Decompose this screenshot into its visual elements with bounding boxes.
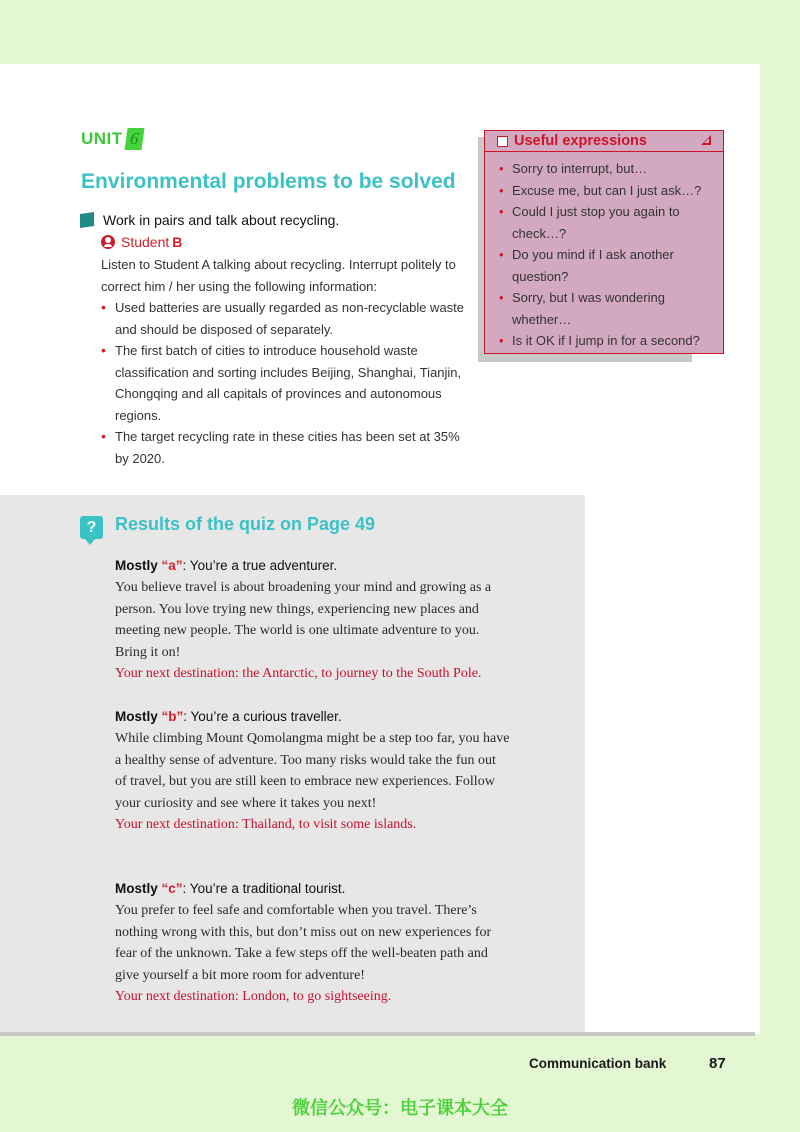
useful-expressions-list: [485, 152, 723, 352]
result-prefix: Mostly: [115, 881, 158, 896]
unit-label: UNIT: [81, 129, 123, 148]
quiz-panel-bottom-rule: [0, 1032, 755, 1036]
footer-section-label: Communication bank: [529, 1056, 667, 1071]
result-destination: Your next destination: Thailand, to visit some islands.: [115, 817, 417, 832]
page-title: Environmental problems to be solved: [81, 170, 456, 193]
unit-heading: [81, 128, 143, 150]
result-heading: [115, 706, 510, 728]
task-bullet: • The target recycling rate in these cities has been set at 35% by 2020.: [115, 426, 470, 469]
book-icon: [80, 212, 94, 228]
result-destination: Your next destination: the Antarctic, to journey to the South Pole.: [115, 666, 482, 681]
result-c: [115, 878, 510, 1008]
task-bullet: • Used batteries are usually regarded as non-recyclable waste and should be disposed of separately.: [115, 297, 470, 340]
task-instruction: Work in pairs and talk about recycling.: [103, 212, 340, 228]
wechat-watermark: 微信公众号：电子课本大全: [292, 1098, 508, 1118]
result-headline: : You’re a true adventurer.: [182, 558, 338, 573]
expression-item: • Is it OK if I jump in for a second?: [512, 330, 713, 352]
quiz-results-title: Results of the quiz on Page 49: [115, 514, 376, 534]
expression-item: • Could I just stop you again to check…?: [512, 201, 713, 244]
question-mark-icon: ?: [80, 516, 103, 539]
expression-item: • Excuse me, but can I just ask…?: [512, 180, 713, 202]
result-letter: “c”: [161, 881, 183, 896]
expression-item: • Do you mind if I ask another question?: [512, 244, 713, 287]
result-a: [115, 555, 510, 685]
result-letter: “b”: [161, 709, 184, 724]
useful-expressions-header: [485, 131, 723, 152]
result-letter: “a”: [161, 558, 183, 573]
page-number: 87: [709, 1055, 726, 1072]
checkbox-square-icon: [497, 136, 508, 147]
task-bullet: • The first batch of cities to introduce household waste classification and sorting includes Beijing, Shanghai, Tianjin, Chongqing and all capitals of provinces and autonomous regions.: [115, 340, 470, 426]
result-description: You prefer to feel safe and comfortable when you travel. There’s nothing wrong with this, but don’t miss out on new experiences for fear of the unknown. Take a few steps off the well-beaten path and give yourself a bit more room for adventure!: [115, 903, 492, 983]
task-intro: Listen to Student A talking about recycling. Interrupt politely to correct him / her using the following information:: [101, 257, 456, 294]
result-prefix: Mostly: [115, 709, 158, 724]
student-letter: B: [172, 234, 183, 250]
result-destination: Your next destination: London, to go sightseeing.: [115, 989, 392, 1004]
result-heading: [115, 555, 510, 577]
task-heading: [80, 212, 470, 228]
result-description: You believe travel is about broadening your mind and growing as a person. You love trying new things, experiencing new places and meeting new people. The world is one ultimate adventure to you. Bring it on!: [115, 580, 492, 660]
unit-number-badge: 6: [124, 128, 144, 150]
person-icon: [101, 235, 115, 249]
useful-expressions-box: [484, 130, 724, 354]
task-bullet-list: [80, 297, 470, 469]
corner-triangle-icon: [701, 135, 711, 145]
result-b: [115, 706, 510, 836]
expression-item: • Sorry to interrupt, but…: [512, 158, 713, 180]
result-description: While climbing Mount Qomolangma might be a step too far, you have a healthy sense of adventure. Too many risks would take the fun out of travel, but you are still keen to embrace new experiences. Follow your curiosity and see where it takes you next!: [115, 731, 510, 811]
result-headline: : You’re a traditional tourist.: [182, 881, 346, 896]
task-section: [80, 212, 470, 469]
result-heading: [115, 878, 510, 900]
student-role: [101, 234, 470, 250]
useful-expressions-title: Useful expressions: [514, 133, 647, 149]
student-label: Student: [121, 234, 170, 250]
result-headline: : You’re a curious traveller.: [183, 709, 342, 724]
expression-item: • Sorry, but I was wondering whether…: [512, 287, 713, 330]
result-prefix: Mostly: [115, 558, 158, 573]
